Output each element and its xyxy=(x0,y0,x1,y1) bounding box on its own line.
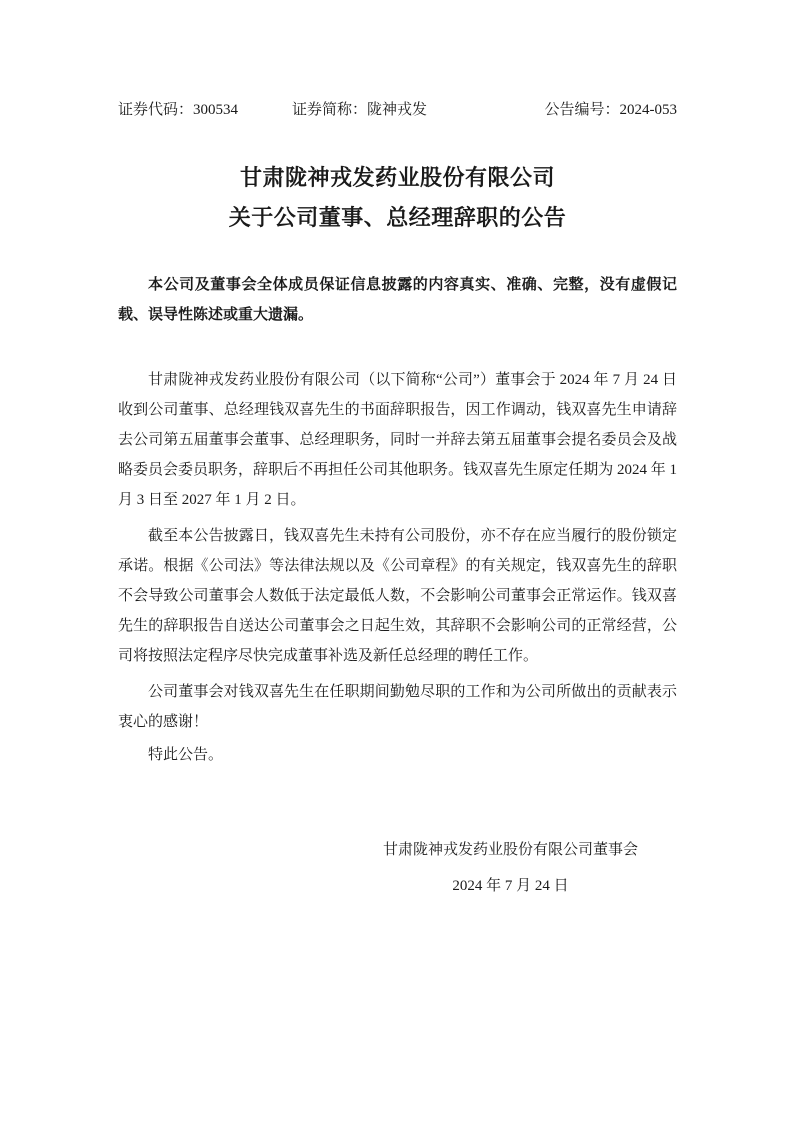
securities-header-row xyxy=(118,100,677,120)
stock-code: 证券代码：300534 xyxy=(118,102,239,118)
body-paragraph-gratitude: 公司董事会对钱双喜先生在任职期间勤勉尽职的工作和为公司所做出的贡献表示衷心的感谢！ xyxy=(118,684,677,730)
company-name-title: 甘肃陇神戎发药业股份有限公司 xyxy=(239,165,555,190)
signature-date: 2024 年 7 月 24 日 xyxy=(452,878,569,894)
signature-block xyxy=(373,832,648,904)
announcement-number: 公告编号：2024-053 xyxy=(544,102,677,118)
stock-abbreviation: 证券简称：陇神戎发 xyxy=(292,102,428,118)
announcement-title: 关于公司董事、总经理辞职的公告 xyxy=(228,205,567,230)
closing-statement: 特此公告。 xyxy=(148,747,224,763)
body-paragraph-shareholding-effect: 截至本公告披露日，钱双喜先生未持有公司股份，亦不存在应当履行的股份锁定承诺。根据《公司法》等法律法规以及《公司章程》的有关规定，钱双喜先生的辞职不会导致公司董事会人数低于法定最低人数，不会影响公司董事会正常运作。钱双喜先生的辞职报告自送达公司董事会之日起生效，其辞职不会影响公司的正常经营，公司将按照法定程序尽快完成董事补选及新任总经理的聘任工作。 xyxy=(118,528,677,664)
signature-company: 甘肃陇神戎发药业股份有限公司董事会 xyxy=(382,842,638,858)
truthfulness-declaration: 本公司及董事会全体成员保证信息披露的内容真实、准确、完整，没有虚假记载、误导性陈述或重大遗漏。 xyxy=(118,277,677,323)
title-block xyxy=(118,158,677,238)
body-paragraph-resignation-notice: 甘肃陇神戎发药业股份有限公司（以下简称“公司”）董事会于 2024 年 7 月 24 日收到公司董事、总经理钱双喜先生的书面辞职报告，因工作调动，钱双喜先生申请辞去公司第五届董事会董事、总经理职务，同时一并辞去第五届董事会提名委员会及战略委员会委员职务，辞职后不再担任公司其他职务。钱双喜先生原定任期为 2024 年 1 月 3 日至 2027 年 1 月 2 日。 xyxy=(118,372,677,508)
